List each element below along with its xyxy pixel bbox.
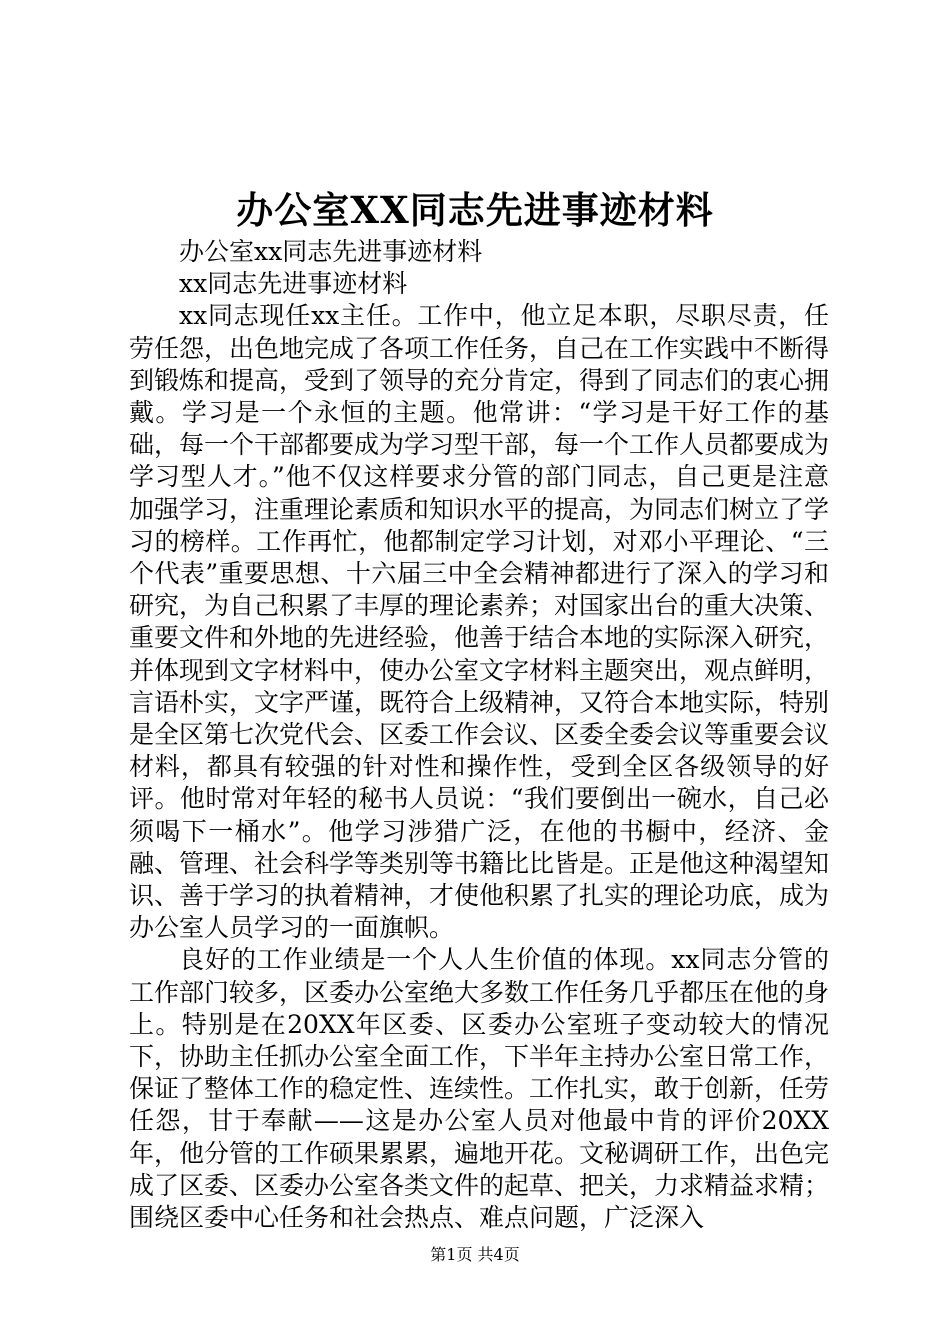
document-body — [129, 236, 829, 1234]
document-title: 办公室XX同志先进事迹材料 — [236, 188, 714, 232]
paragraph-heading: xx同志先进事迹材料 — [179, 269, 408, 299]
page-footer: 第1页 共4页 — [430, 1245, 520, 1264]
paragraph-subtitle: 办公室xx同志先进事迹材料 — [179, 237, 483, 266]
paragraph-study: xx同志现任xx主任。工作中，他立足本职，尽职尽责，任劳任怨，出色地完成了各项工作任务，自己在工作实践中不断得到锻炼和提高，受到了领导的充分肯定，得到了同志们的衷心拥戴。学习是一个永恒的主题。他常讲：“学习是干好工作的基础，每一个干部都要成为学习型干部，每一个工作人员都要成为学习型人才。”他不仅这样要求分管的部门同志，自己更是注意加强学习，注重理论素质和知识水平的提高，为同志们树立了学习的榜样。工作再忙，他都制定学习计划，对邓小平理论、“三个代表”重要思想、十六届三中全会精神都进行了深入的学习和研究，为自己积累了丰厚的理论素养；对国家出台的重大决策、重要文件和外地的先进经验，他善于结合本地的实际深入研究，并体现到文字材料中，使办公室文字材料主题突出，观点鲜明，言语朴实，文字严谨，既符合上级精神，又符合本地实际，特别是全区第七次党代会、区委工作会议、区委全委会议等重要会议材料，都具有较强的针对性和操作性，受到全区各级领导的好评。他时常对年轻的秘书人员说：“我们要倒出一碗水，自己必须喝下一桶水”。他学习涉猎广泛，在他的书橱中，经济、金融、管理、社会科学等类别等书籍比比皆是。正是他这种渴望知识、善于学习的执着精神，才使他积累了扎实的理论功底，成为办公室人员学习的一面旗帜。 — [129, 301, 830, 943]
paragraph-performance: 良好的工作业绩是一个人人生价值的体现。xx同志分管的工作部门较多，区委办公室绝大多数工作任务几乎都压在他的身上。特别是在20XX年区委、区委办公室班子变动较大的情况下，协助主任抓办公室全面工作，下半年主持办公室日常工作，保证了整体工作的稳定性、连续性。工作扎实，敢于创新，任劳任怨，甘于奉献——这是办公室人员对他最中肯的评价20XX年，他分管的工作硕果累累，遍地开花。文秘调研工作，出色完成了区委、区委办公室各类文件的起草、把关，力求精益求精；围绕区委中心任务和社会热点、难点问题，广泛深入 — [129, 945, 830, 1233]
